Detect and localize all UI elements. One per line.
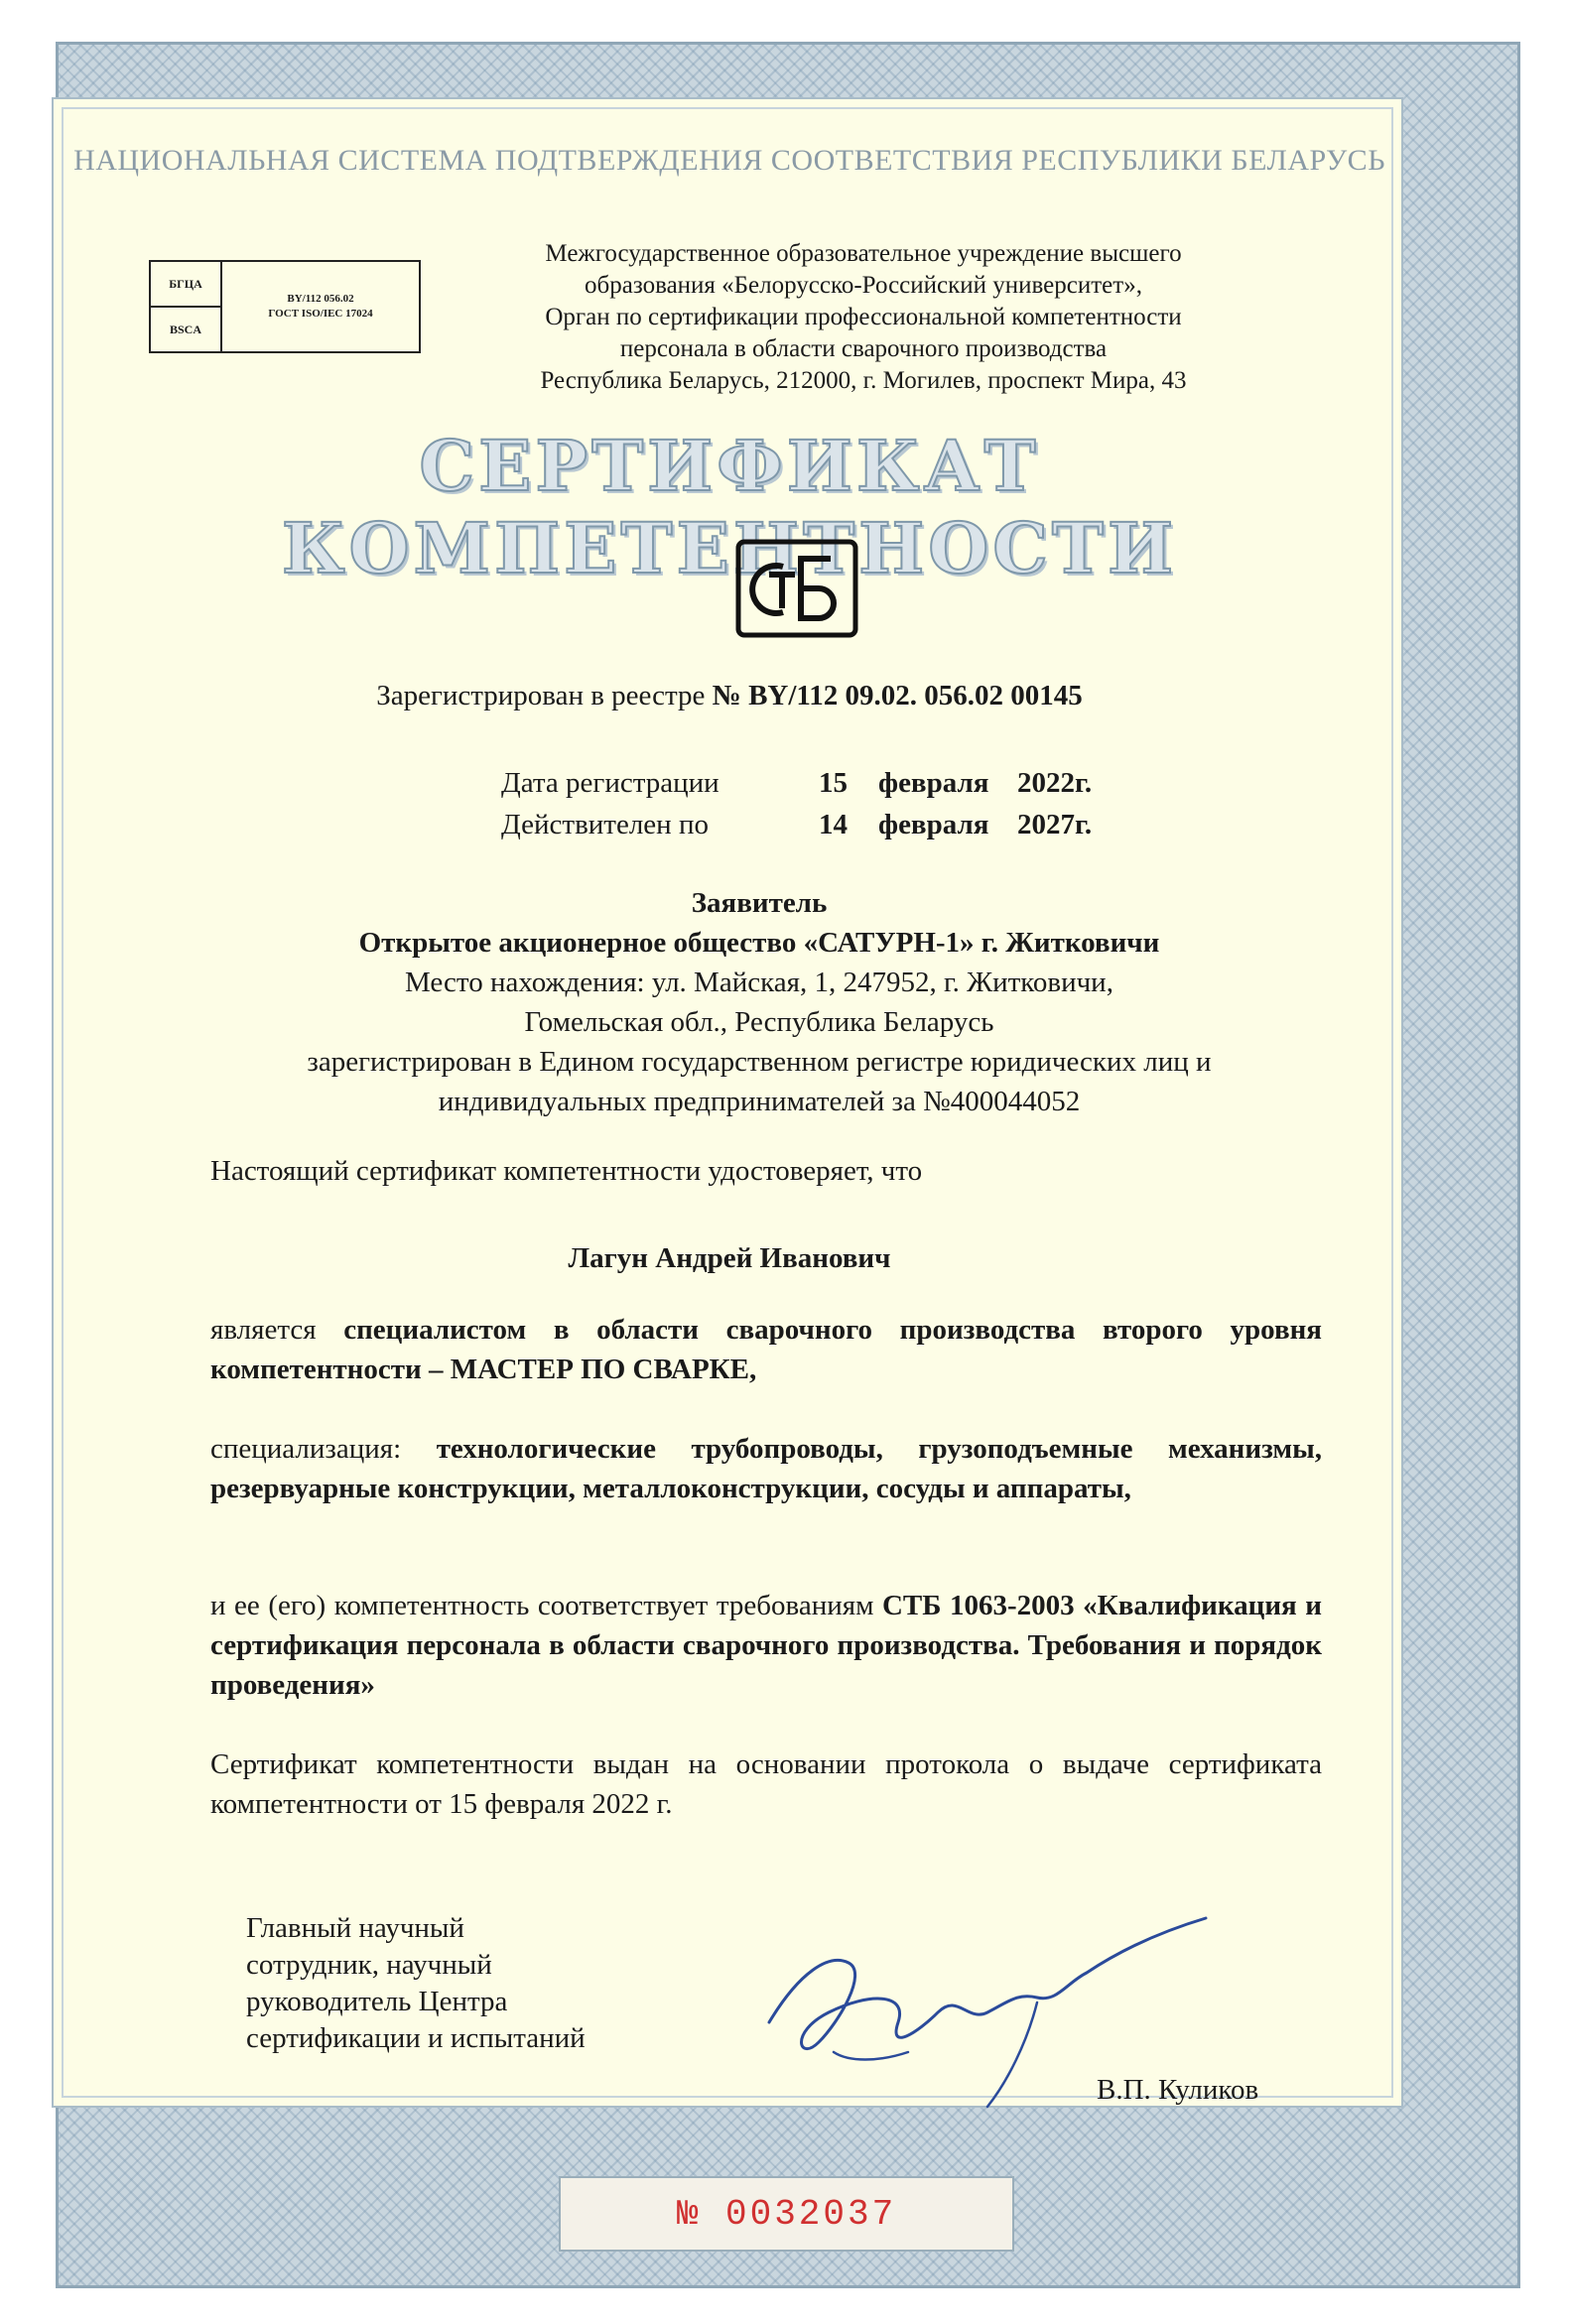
position-line: сотрудник, научный — [246, 1949, 492, 1981]
date-year: 2022г. — [1017, 767, 1093, 799]
qualification-text: специалистом в области сварочного производства второго уровня компетентности – МАСТЕР ПО СВАРКЕ, — [210, 1314, 1322, 1385]
date-row-registration — [501, 762, 1092, 804]
applicant-company: Открытое акционерное общество «САТУРН-1» г. Житковичи — [358, 927, 1160, 959]
compliance-prefix: и ее (его) компетентность соответствует требованиям — [210, 1590, 874, 1621]
certifies-text: Настоящий сертификат компетентности удостоверяет, что — [210, 1155, 923, 1187]
date-label: Дата регистрации — [501, 767, 720, 799]
position-line: сертификации и испытаний — [246, 2022, 586, 2054]
issuing-organization — [417, 238, 1310, 397]
accreditation-label-bottom: BSCA — [169, 322, 201, 336]
accreditation-label-top: БГЦА — [151, 262, 220, 308]
org-line: персонала в области сварочного производства — [619, 335, 1108, 362]
position-line: руководитель Центра — [246, 1986, 508, 2017]
system-name: НАЦИОНАЛЬНАЯ СИСТЕМА ПОДТВЕРЖДЕНИЯ СООТВЕТСТВИЯ РЕСПУБЛИКИ БЕЛАРУСЬ — [73, 144, 1385, 177]
date-month: февраля — [878, 809, 989, 840]
accreditation-number: BY/112 056.02 — [287, 293, 354, 305]
date-row-valid-until — [501, 804, 1092, 845]
signatory-position — [246, 1910, 586, 2057]
org-line: Республика Беларусь, 212000, г. Могилев, проспект Мира, 43 — [540, 367, 1187, 394]
applicant-address: Гомельская обл., Республика Беларусь — [524, 1006, 994, 1038]
org-line: Орган по сертификации профессиональной компетентности — [545, 304, 1182, 330]
registry-number: № BY/112 09.02. 056.02 00145 — [712, 680, 1083, 711]
dates-block — [501, 762, 1092, 845]
applicant-registration: зарегистрирован в Едином государственном регистре юридических лиц и — [307, 1046, 1212, 1078]
basis-paragraph: Сертификат компетентности выдан на основании протокола о выдаче сертификата компетентности от 15 февраля 2022 г. — [210, 1748, 1322, 1820]
position-line: Главный научный — [246, 1912, 464, 1944]
holder-name: Лагун Андрей Иванович — [568, 1242, 891, 1274]
specialization-text: технологические трубопроводы, грузоподъемные механизмы, резервуарные конструкции, металлоконструкции, сосуды и аппараты, — [210, 1433, 1322, 1504]
compliance-paragraph — [210, 1586, 1322, 1705]
registry-prefix: Зарегистрирован в реестре — [376, 680, 706, 711]
applicant-address: Место нахождения: ул. Майская, 1, 247952, г. Житковичи, — [405, 967, 1113, 998]
qualification-paragraph — [210, 1310, 1322, 1389]
org-line: образования «Белорусско-Российский университет», — [585, 272, 1142, 299]
date-day: 15 — [819, 767, 848, 799]
specialization-paragraph — [210, 1429, 1322, 1508]
accreditation-mark — [149, 260, 421, 353]
signatory-name: В.П. Куликов — [1097, 2074, 1259, 2106]
org-line: Межгосударственное образовательное учреждение высшего — [545, 240, 1182, 267]
date-label: Действителен по — [501, 809, 709, 840]
date-month: февраля — [878, 767, 989, 799]
applicant-registration: индивидуальных предпринимателей за №400044052 — [438, 1086, 1081, 1117]
applicant-heading: Заявитель — [691, 887, 828, 919]
compliance-text: СТБ 1063-2003 «Квалификация и сертификация персонала в области сварочного производства. Требования и порядок проведения» — [210, 1590, 1322, 1701]
accreditation-standard: ГОСТ ISO/IEC 17024 — [268, 308, 373, 320]
applicant-block — [149, 883, 1370, 1121]
date-year: 2027г. — [1017, 809, 1093, 840]
specialization-prefix: специализация: — [210, 1433, 402, 1465]
certificate-title: СЕРТИФИКАТ КОМПЕТЕНТНОСТИ — [281, 425, 1178, 589]
qualification-prefix: является — [210, 1314, 317, 1346]
date-day: 14 — [819, 809, 848, 840]
serial-number: № 0032037 — [559, 2176, 1014, 2252]
stb-logo-icon — [735, 539, 858, 638]
registry-line — [50, 680, 1409, 712]
